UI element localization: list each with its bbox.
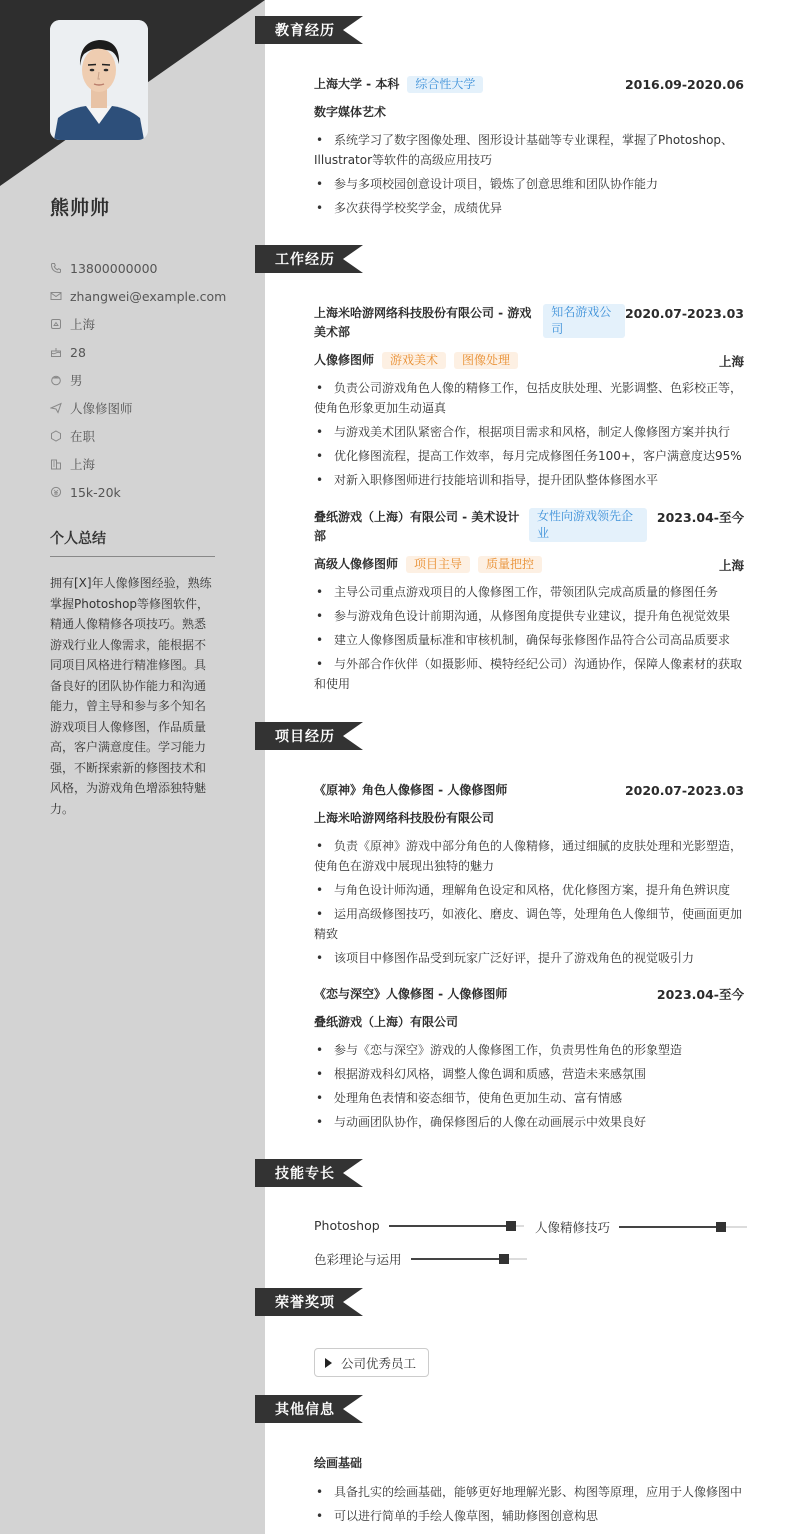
education-school: 上海大学 - 本科 xyxy=(314,77,400,91)
location-icon xyxy=(50,318,62,330)
project-entry xyxy=(314,781,744,968)
work-entry xyxy=(314,508,744,694)
other-bullet: • 可以进行简单的手绘人像草图，辅助修图创意构思 xyxy=(314,1506,744,1526)
project-bullet: • 运用高级修图技巧，如液化、磨皮、调色等，处理角色人像细节，使画面更加精致 xyxy=(314,904,744,944)
contact-position xyxy=(50,394,240,422)
section-title-education: 教育经历 xyxy=(275,23,335,39)
work-bullet: • 对新入职修图师进行技能培训和指导，提升团队整体修图水平 xyxy=(314,470,744,490)
contact-position-text: 人像修图师 xyxy=(70,401,133,416)
other-title: 绘画基础 xyxy=(314,1456,363,1470)
skill-name: 人像精修技巧 xyxy=(535,1220,611,1235)
section-tag-work xyxy=(255,245,363,273)
education-major: 数字媒体艺术 xyxy=(314,105,387,119)
contact-status xyxy=(50,422,240,450)
city-icon xyxy=(50,458,62,470)
work-bullet: • 与外部合作伙伴（如摄影师、模特经纪公司）沟通协作，保障人像素材的获取和使用 xyxy=(314,654,744,694)
skill-item xyxy=(314,1250,527,1268)
play-icon xyxy=(325,1358,332,1368)
section-title-awards: 荣誉奖项 xyxy=(275,1295,335,1311)
work-bullets xyxy=(314,378,744,490)
contact-email xyxy=(50,282,240,310)
skill-bar xyxy=(411,1254,527,1264)
contact-salary-text: 15k-20k xyxy=(70,484,121,500)
work-date: 2020.07-2023.03 xyxy=(624,306,744,321)
project-bullet: • 该项目中修图作品受到玩家广泛好评，提升了游戏角色的视觉吸引力 xyxy=(314,948,744,968)
work-bullet: • 负责公司游戏角色人像的精修工作，包括皮肤处理、光影调整、色彩校正等，使角色形象更加生动逼真 xyxy=(314,378,744,418)
section-title-work: 工作经历 xyxy=(275,252,335,268)
project-date: 2023.04-至今 xyxy=(656,987,744,1002)
work-bullet: • 与游戏美术团队紧密合作，根据项目需求和风格，制定人像修图方案并执行 xyxy=(314,422,744,442)
work-company-tag-wrap xyxy=(543,304,625,338)
status-icon xyxy=(50,430,62,442)
education-bullet: • 多次获得学校奖学金，成绩优异 xyxy=(314,198,744,218)
education-bullet: • 参与多项校园创意设计项目，锻炼了创意思维和团队协作能力 xyxy=(314,174,744,194)
mail-icon xyxy=(50,290,62,302)
contact-location-text: 上海 xyxy=(70,317,96,332)
skill-level-knob xyxy=(499,1254,509,1264)
section-tag-projects xyxy=(255,722,363,750)
work-city: 上海 xyxy=(718,353,744,369)
contact-phone-text: 13800000000 xyxy=(70,260,158,276)
summary-text: 拥有[X]年人像修图经验，熟练掌握Photoshop等修图软件，精通人像精修各项技巧。熟悉游戏行业人像需求，能根据不同项目风格进行精准修图。具备良好的团队协作能力和沟通能力，曾主导和参与多个知名游戏项目人像修图，作品质量高，客户满意度佳。学习能力强，不断探索新的修图技术和风格，为游戏角色增添独特魅力。 xyxy=(50,576,212,816)
summary-heading: 个人总结 xyxy=(50,528,215,557)
work-role-tag: 图像处理 xyxy=(454,352,518,369)
skill-name: Photoshop xyxy=(314,1218,380,1233)
avatar xyxy=(50,20,148,140)
skill-name: 色彩理论与运用 xyxy=(314,1252,402,1267)
section-tag-other xyxy=(255,1395,363,1423)
contact-city xyxy=(50,450,240,478)
contact-age xyxy=(50,338,240,366)
skill-level-knob xyxy=(716,1222,726,1232)
contact-location xyxy=(50,310,240,338)
other-entry xyxy=(314,1454,744,1526)
work-company-tag: 知名游戏公司 xyxy=(543,304,625,338)
section-tag-education xyxy=(255,16,363,44)
position-icon xyxy=(50,402,62,414)
candidate-name: 熊帅帅 xyxy=(50,197,111,219)
skill-level-knob xyxy=(506,1221,516,1231)
project-entry xyxy=(314,985,744,1132)
education-school-line xyxy=(314,75,483,94)
education-tag: 综合性大学 xyxy=(407,76,483,93)
education-entry xyxy=(314,75,744,218)
education-bullets xyxy=(314,130,744,218)
project-bullet: • 根据游戏科幻风格，调整人像色调和质感，营造未来感氛围 xyxy=(314,1064,744,1084)
work-role-tag: 游戏美术 xyxy=(382,352,446,369)
section-tag-awards xyxy=(255,1288,363,1316)
work-company: 上海米哈游网络科技股份有限公司 - 游戏美术部 xyxy=(314,306,532,339)
project-title: 《恋与深空》人像修图 - 人像修图师 xyxy=(314,987,508,1001)
section-title-other: 其他信息 xyxy=(275,1402,335,1418)
work-company-tag-wrap xyxy=(529,508,647,542)
contact-phone xyxy=(50,254,240,282)
gender-icon xyxy=(50,374,62,386)
contact-salary xyxy=(50,478,240,506)
skill-item xyxy=(314,1218,524,1233)
contact-gender-text: 男 xyxy=(70,373,83,388)
section-title-projects: 项目经历 xyxy=(275,729,335,745)
education-date: 2016.09-2020.06 xyxy=(624,77,744,92)
contact-email-text: zhangwei@example.com xyxy=(70,288,227,304)
work-date: 2023.04-至今 xyxy=(656,510,744,525)
contact-status-text: 在职 xyxy=(70,429,96,444)
work-role-tag: 质量把控 xyxy=(478,556,542,573)
project-bullets xyxy=(314,836,744,968)
project-title: 《原神》角色人像修图 - 人像修图师 xyxy=(314,783,508,797)
work-bullet: • 主导公司重点游戏项目的人像修图工作，带领团队完成高质量的修图任务 xyxy=(314,582,744,602)
other-bullets xyxy=(314,1482,744,1526)
project-date: 2020.07-2023.03 xyxy=(624,783,744,798)
project-company: 上海米哈游网络科技股份有限公司 xyxy=(314,811,495,825)
project-bullet: • 与动画团队协作，确保修图后的人像在动画展示中效果良好 xyxy=(314,1112,744,1132)
project-bullets xyxy=(314,1040,744,1132)
contact-age-text: 28 xyxy=(70,344,86,360)
award-badge xyxy=(314,1348,429,1377)
skill-bar xyxy=(389,1221,524,1231)
project-bullet: • 与角色设计师沟通，理解角色设定和风格，优化修图方案，提升角色辨识度 xyxy=(314,880,744,900)
award-name: 公司优秀员工 xyxy=(341,1355,417,1371)
project-bullet: • 负责《原神》游戏中部分角色的人像精修，通过细腻的皮肤处理和光影塑造，使角色在游戏中展现出独特的魅力 xyxy=(314,836,744,876)
project-company: 叠纸游戏（上海）有限公司 xyxy=(314,1015,459,1029)
salary-icon xyxy=(50,486,62,498)
contact-gender xyxy=(50,366,240,394)
phone-icon xyxy=(50,262,62,274)
work-entry xyxy=(314,304,744,490)
work-company-tag: 女性向游戏领先企业 xyxy=(529,508,647,542)
skill-bar xyxy=(619,1222,747,1232)
work-role: 高级人像修图师 xyxy=(314,557,399,571)
work-bullet: • 建立人像修图质量标准和审核机制，确保每张修图作品符合公司高品质要求 xyxy=(314,630,744,650)
section-tag-skills xyxy=(255,1159,363,1187)
work-role-tag: 项目主导 xyxy=(406,556,470,573)
education-bullet: • 系统学习了数字图像处理、图形设计基础等专业课程，掌握了Photoshop、Illustrator等软件的高级应用技巧 xyxy=(314,130,744,170)
work-bullet: • 优化修图流程，提高工作效率，每月完成修图任务100+，客户满意度达95% xyxy=(314,446,744,466)
work-company: 叠纸游戏（上海）有限公司 - 美术设计部 xyxy=(314,510,520,543)
sidebar xyxy=(0,0,265,1534)
section-title-skills: 技能专长 xyxy=(275,1166,335,1182)
contact-city-text: 上海 xyxy=(70,457,96,472)
project-bullet: • 处理角色表情和姿态细节，使角色更加生动、富有情感 xyxy=(314,1088,744,1108)
work-role-line xyxy=(314,351,518,370)
work-bullets xyxy=(314,582,744,694)
work-role: 人像修图师 xyxy=(314,353,375,367)
work-role-line xyxy=(314,555,542,574)
work-bullet: • 参与游戏角色设计前期沟通，从修图角度提供专业建议，提升角色视觉效果 xyxy=(314,606,744,626)
skill-item xyxy=(535,1218,747,1236)
project-bullet: • 参与《恋与深空》游戏的人像修图工作，负责男性角色的形象塑造 xyxy=(314,1040,744,1060)
contact-list xyxy=(50,254,240,506)
other-bullet: • 具备扎实的绘画基础，能够更好地理解光影、构图等原理，应用于人像修图中 xyxy=(314,1482,744,1502)
work-city: 上海 xyxy=(718,557,744,573)
age-icon xyxy=(50,346,62,358)
